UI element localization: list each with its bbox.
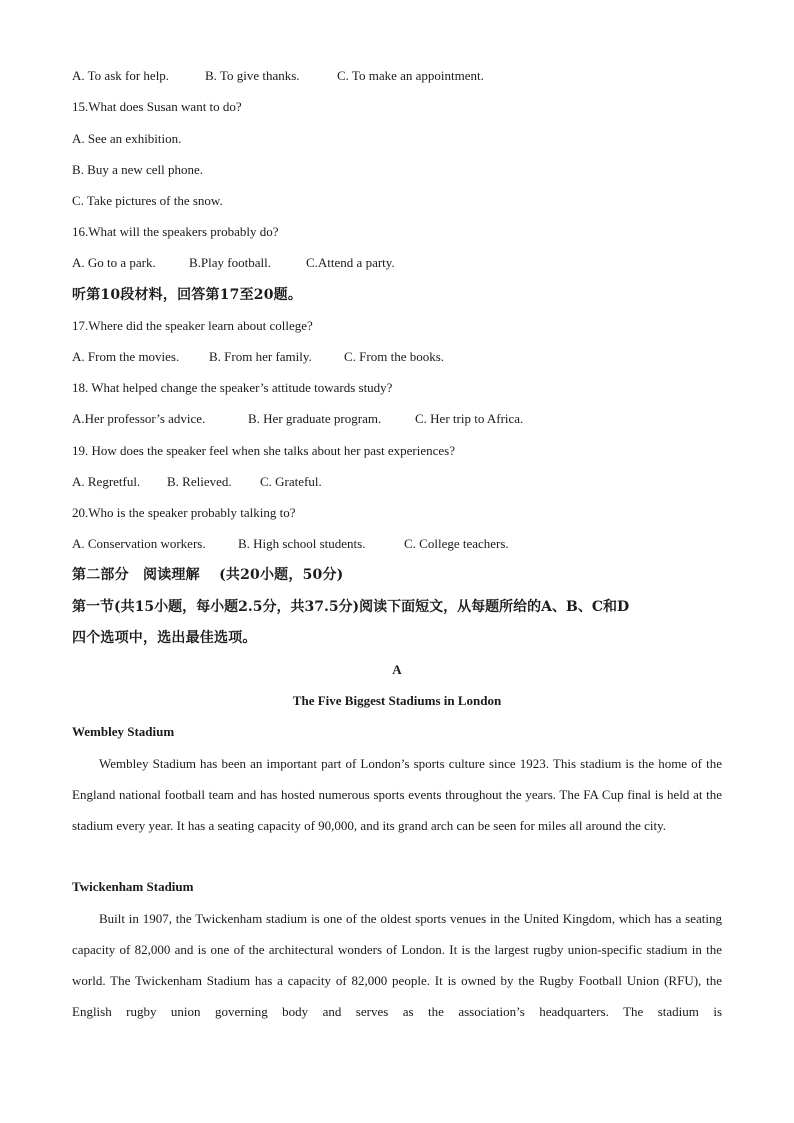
part2-title: 第二部分 阅读理解 (共20小题，50分) bbox=[72, 567, 344, 583]
q16-stem: 16.What will the speakers probably do? bbox=[72, 224, 279, 239]
section1-instruction-line1: 第一节(共15小题，每小题2.5分，共37.5分)阅读下面短文，从每题所给的A、B、C和D bbox=[72, 599, 630, 615]
q15-stem: 15.What does Susan want to do? bbox=[72, 99, 242, 114]
twickenham-paragraph bbox=[72, 903, 722, 1027]
passage-letter: A bbox=[392, 662, 402, 677]
q18-options bbox=[72, 411, 722, 427]
q17-option-c: C. From the books. bbox=[344, 349, 445, 364]
twickenham-text: Built in 1907, the Twickenham stadium is one of the oldest sports venues in the United Kingdom, which has a seating capacity of 82,000 and is one of the architectural wonders of London. It is the largest rugby union-specific stadium in the world. The Twickenham Stadium has a capacity of 82,000 people. It is owned by the Rugby Football Union (RFU), the English rugby union governing body and serves as the association’s headquarters. The stadium is bbox=[72, 911, 722, 1019]
q19-stem: 19. How does the speaker feel when she talks about her past experiences? bbox=[72, 443, 455, 458]
q20-option-a: A. Conservation workers. bbox=[72, 536, 206, 551]
passage-title: The Five Biggest Stadiums in London bbox=[292, 693, 502, 708]
q16-options bbox=[72, 255, 722, 271]
q18-stem: 18. What helped change the speaker’s attitude towards study? bbox=[72, 380, 393, 395]
q20-option-c: C. College teachers. bbox=[404, 536, 509, 551]
q20-option-b: B. High school students. bbox=[238, 536, 366, 551]
q16-option-b: B.Play football. bbox=[189, 255, 271, 270]
q16-option-c: C.Attend a party. bbox=[306, 255, 395, 270]
q19-options bbox=[72, 474, 722, 490]
q18-option-a: A.Her professor’s advice. bbox=[72, 411, 206, 426]
q17-stem: 17.Where did the speaker learn about college? bbox=[72, 318, 313, 333]
q14-option-a: A. To ask for help. bbox=[72, 68, 170, 83]
q20-options bbox=[72, 536, 722, 552]
q14-option-b: B. To give thanks. bbox=[205, 68, 300, 83]
q15-option-b: B. Buy a new cell phone. bbox=[72, 162, 204, 177]
twickenham-heading: Twickenham Stadium bbox=[72, 879, 194, 894]
wembley-paragraph bbox=[72, 748, 722, 841]
wembley-heading: Wembley Stadium bbox=[72, 724, 175, 739]
q14-options bbox=[72, 68, 722, 84]
q20-stem: 20.Who is the speaker probably talking to? bbox=[72, 505, 296, 520]
q15-option-a: A. See an exhibition. bbox=[72, 131, 182, 146]
q17-options bbox=[72, 349, 722, 365]
q19-option-c: C. Grateful. bbox=[260, 474, 322, 489]
q17-option-a: A. From the movies. bbox=[72, 349, 180, 364]
q15-option-c: C. Take pictures of the snow. bbox=[72, 193, 223, 208]
q19-option-a: A. Regretful. bbox=[72, 474, 141, 489]
wembley-text: Wembley Stadium has been an important part of London’s sports culture since 1923. This stadium is the home of the England national football team and has hosted numerous sports events throughout the years. The FA Cup final is held at the stadium every year. It has a seating capacity of 90,000, and its grand arch can be seen for miles all around the city. bbox=[72, 756, 722, 833]
section10-instruction: 听第10段材料，回答第17至20题。 bbox=[72, 287, 303, 303]
section1-instruction-line2: 四个选项中，选出最佳选项。 bbox=[72, 630, 257, 646]
q18-option-b: B. Her graduate program. bbox=[248, 411, 382, 426]
q16-option-a: A. Go to a park. bbox=[72, 255, 156, 270]
q18-option-c: C. Her trip to Africa. bbox=[415, 411, 524, 426]
q19-option-b: B. Relieved. bbox=[167, 474, 232, 489]
q14-option-c: C. To make an appointment. bbox=[337, 68, 484, 83]
q17-option-b: B. From her family. bbox=[209, 349, 312, 364]
